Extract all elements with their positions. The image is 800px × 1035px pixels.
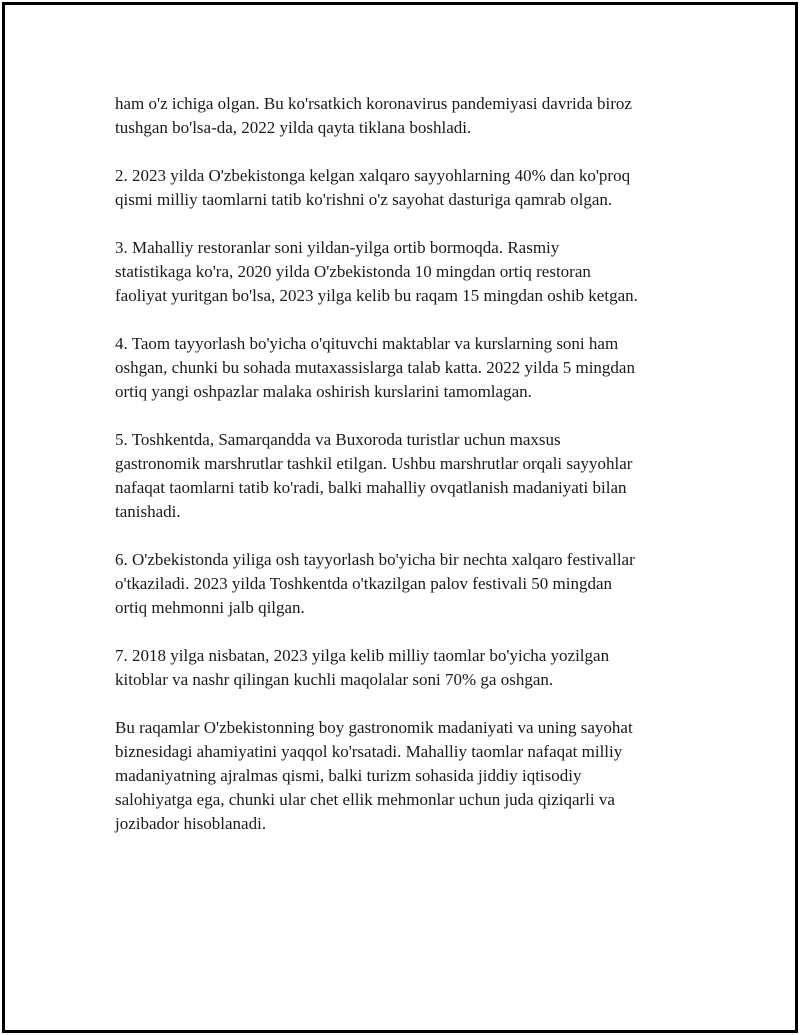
paragraph-item-6: 6. O'zbekistonda yiliga osh tayyorlash bo'yicha bir nechta xalqaro festivallar o'tkaziladi. 2023 yilda Toshkentda o'tkazilgan palov festivali 50 mingdan ortiq mehmonni jalb qilgan.: [115, 550, 635, 617]
paragraph-item-3: 3. Mahalliy restoranlar soni yildan-yilga ortib bormoqda. Rasmiy statistikaga ko'ra, 2020 yilda O'zbekistonda 10 mingdan ortiq restoran faoliyat yuritgan bo'lsa, 2023 yilga kelib bu raqam 15 mingdan oshib ketgan.: [115, 238, 638, 305]
paragraph-item-4: 4. Taom tayyorlash bo'yicha o'qituvchi maktablar va kurslarning soni ham oshgan, chunki bu sohada mutaxassislarga talab katta. 2022 yilda 5 mingdan ortiq yangi oshpazlar malaka oshirish kurslarini tamomlagan.: [115, 334, 635, 401]
paragraph-item-5: 5. Toshkentda, Samarqandda va Buxoroda turistlar uchun maxsus gastronomik marshrutlar tashkil etilgan. Ushbu marshrutlar orqali sayyohlar nafaqat taomlarni tatib ko'radi, balki mahalliy ovqatlanish madaniyati bilan tanishadi.: [115, 430, 633, 521]
paragraph-intro-continuation: ham o'z ichiga olgan. Bu ko'rsatkich koronavirus pandemiyasi davrida biroz tushgan bo'lsa-da, 2022 yilda qayta tiklana boshladi.: [115, 94, 632, 137]
document-body: [115, 92, 695, 860]
paragraph-conclusion: Bu raqamlar O'zbekistonning boy gastronomik madaniyati va uning sayohat biznesidagi ahamiyatini yaqqol ko'rsatadi. Mahalliy taomlar nafaqat milliy madaniyatning ajralmas qismi, balki turizm sohasida jiddiy iqtisodiy salohiyatga ega, chunki ular chet ellik mehmonlar uchun juda qiziqarli va jozibador hisoblanadi.: [115, 718, 633, 833]
paragraph-item-2: 2. 2023 yilda O'zbekistonga kelgan xalqaro sayyohlarning 40% dan ko'proq qismi milliy taomlarni tatib ko'rishni o'z sayohat dasturiga qamrab olgan.: [115, 166, 631, 209]
paragraph-item-7: 7. 2018 yilga nisbatan, 2023 yilga kelib milliy taomlar bo'yicha yozilgan kitoblar va nashr qilingan kuchli maqolalar soni 70% ga oshgan.: [115, 646, 610, 689]
